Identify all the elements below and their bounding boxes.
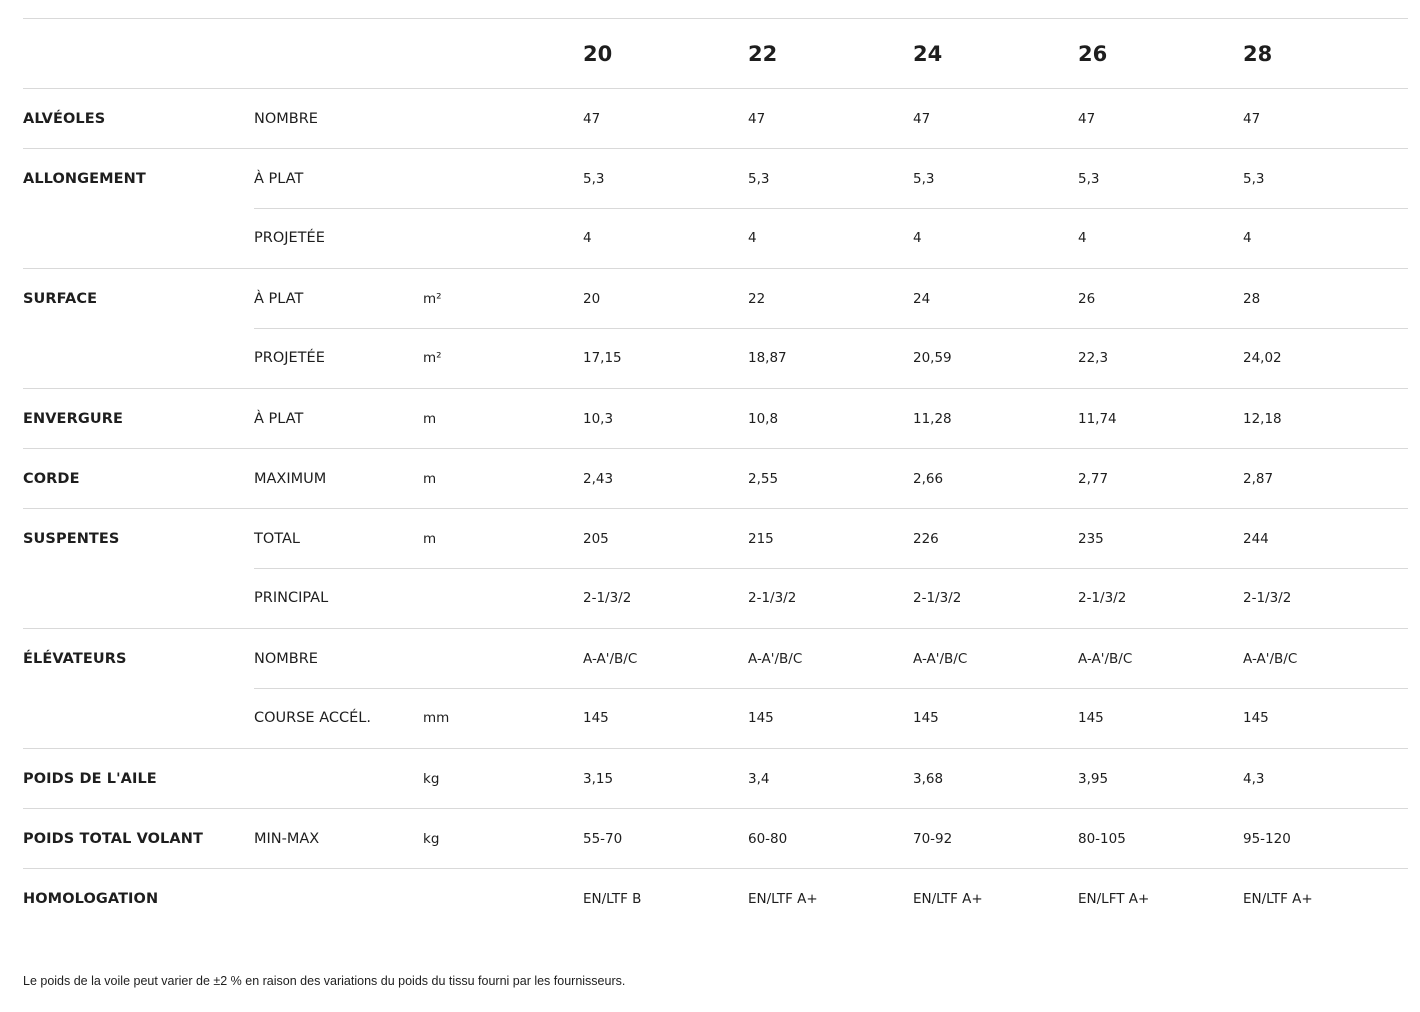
spec-value: 4 [1078,230,1087,246]
spec-unit: m² [423,350,442,366]
spec-value: 11,74 [1078,410,1117,427]
spec-parameter-label: MAXIMUM [254,470,327,487]
spec-value: 2-1/3/2 [1243,590,1292,606]
spec-value: 28 [1243,290,1261,307]
spec-value: 4 [748,230,757,246]
spec-group-label: SURFACE [23,290,98,307]
spec-parameter-label: PROJETÉE [254,350,325,366]
spec-value: 5,3 [583,170,605,187]
spec-value: 22 [748,290,766,307]
spec-group-label: ÉLÉVATEURS [23,650,127,667]
spec-value: 10,8 [748,410,779,427]
spec-value: 2,77 [1078,470,1109,487]
spec-value: A-A'/B/C [1243,650,1298,667]
spec-value: 4 [583,230,592,246]
spec-value: 2,43 [583,470,614,487]
spec-value: 10,3 [583,410,614,427]
spec-value: 5,3 [1243,170,1265,187]
spec-value: 145 [583,710,609,726]
spec-row [23,868,1408,928]
spec-value: 2,87 [1243,470,1274,487]
spec-unit: m² [423,290,442,307]
spec-value: 145 [748,710,774,726]
spec-value: 2,55 [748,470,779,487]
spec-value: 145 [1243,710,1269,726]
spec-value: EN/LTF A+ [1243,890,1313,907]
spec-value: A-A'/B/C [748,650,803,667]
spec-unit: kg [423,830,440,847]
spec-value: 55-70 [583,830,623,847]
specs-body [23,88,1408,928]
spec-value: 4 [1243,230,1252,246]
spec-value: 5,3 [913,170,935,187]
spec-group-label: HOMOLOGATION [23,890,159,907]
specs-table [23,18,1408,928]
spec-unit: kg [423,770,440,787]
spec-value: 95-120 [1243,830,1291,847]
spec-row [23,88,1408,148]
spec-value: 4 [913,230,922,246]
spec-group-label: POIDS DE L'AILE [23,770,157,787]
spec-value: 3,15 [583,770,614,787]
spec-value: 2-1/3/2 [1078,590,1127,606]
spec-value: A-A'/B/C [1078,650,1133,667]
spec-group-label: ALLONGEMENT [23,170,146,187]
size-header: 24 [913,41,943,66]
spec-value: EN/LTF B [583,890,642,907]
spec-value: 215 [748,530,774,547]
spec-value: 3,4 [748,770,770,787]
spec-row [23,628,1408,688]
spec-value: 20 [583,290,601,307]
size-header: 28 [1243,41,1273,66]
spec-value: 80-105 [1078,830,1126,847]
spec-value: 205 [583,530,609,547]
size-header-row [23,18,1408,88]
spec-value: 47 [1078,110,1096,127]
spec-value: EN/LTF A+ [913,890,983,907]
spec-value: 17,15 [583,350,622,366]
spec-value: 47 [1243,110,1261,127]
spec-parameter-label: NOMBRE [254,110,318,127]
spec-parameter-label: TOTAL [254,530,300,547]
spec-parameter-label: NOMBRE [254,650,318,667]
spec-value: EN/LTF A+ [748,890,818,907]
spec-value: 26 [1078,290,1096,307]
spec-unit: m [423,470,437,487]
spec-row [23,808,1408,868]
spec-value: 2-1/3/2 [913,590,962,606]
spec-row [23,448,1408,508]
spec-value: A-A'/B/C [583,650,638,667]
spec-value: 244 [1243,530,1269,547]
spec-group-label: ALVÉOLES [23,110,106,127]
spec-value: 145 [1078,710,1104,726]
spec-value: 235 [1078,530,1104,547]
spec-row [23,568,1408,628]
spec-value: 226 [913,530,939,547]
spec-value: 22,3 [1078,350,1109,366]
spec-parameter-label: COURSE ACCÉL. [254,710,371,726]
spec-parameter-label: PRINCIPAL [254,590,329,606]
spec-row [23,388,1408,448]
spec-row [23,748,1408,808]
weight-footnote: Le poids de la voile peut varier de ±2 % en raison des variations du poids du tissu fourni par les fournisseurs. [23,974,626,988]
spec-group-label: CORDE [23,470,80,487]
spec-value: 11,28 [913,410,952,427]
spec-value: 47 [748,110,766,127]
spec-value: 5,3 [1078,170,1100,187]
spec-row [23,508,1408,568]
size-header: 22 [748,41,778,66]
spec-value: 47 [583,110,601,127]
size-header: 20 [583,41,613,66]
spec-row [23,688,1408,748]
spec-row [23,208,1408,268]
spec-value: EN/LFT A+ [1078,890,1150,907]
spec-value: 24,02 [1243,350,1282,366]
spec-value: 20,59 [913,350,952,366]
spec-value: 60-80 [748,830,788,847]
spec-value: 3,68 [913,770,944,787]
spec-group-label: ENVERGURE [23,410,123,427]
spec-value: 70-92 [913,830,953,847]
spec-value: 2-1/3/2 [748,590,797,606]
spec-parameter-label: PROJETÉE [254,230,325,246]
spec-value: 47 [913,110,931,127]
size-header: 26 [1078,41,1108,66]
spec-value: 4,3 [1243,770,1265,787]
spec-value: 3,95 [1078,770,1109,787]
spec-value: 5,3 [748,170,770,187]
spec-unit: mm [423,710,450,726]
spec-parameter-label: À PLAT [254,170,304,187]
spec-value: A-A'/B/C [913,650,968,667]
spec-value: 24 [913,290,931,307]
spec-group-label: SUSPENTES [23,530,120,547]
spec-row [23,268,1408,328]
spec-unit: m [423,530,437,547]
spec-value: 145 [913,710,939,726]
spec-group-label: POIDS TOTAL VOLANT [23,830,203,847]
spec-parameter-label: À PLAT [254,410,304,427]
spec-value: 18,87 [748,350,787,366]
spec-value: 2-1/3/2 [583,590,632,606]
spec-value: 2,66 [913,470,944,487]
spec-value: 12,18 [1243,410,1282,427]
spec-parameter-label: À PLAT [254,290,304,307]
spec-row [23,328,1408,388]
spec-unit: m [423,410,437,427]
spec-row [23,148,1408,208]
spec-parameter-label: MIN-MAX [254,830,320,847]
